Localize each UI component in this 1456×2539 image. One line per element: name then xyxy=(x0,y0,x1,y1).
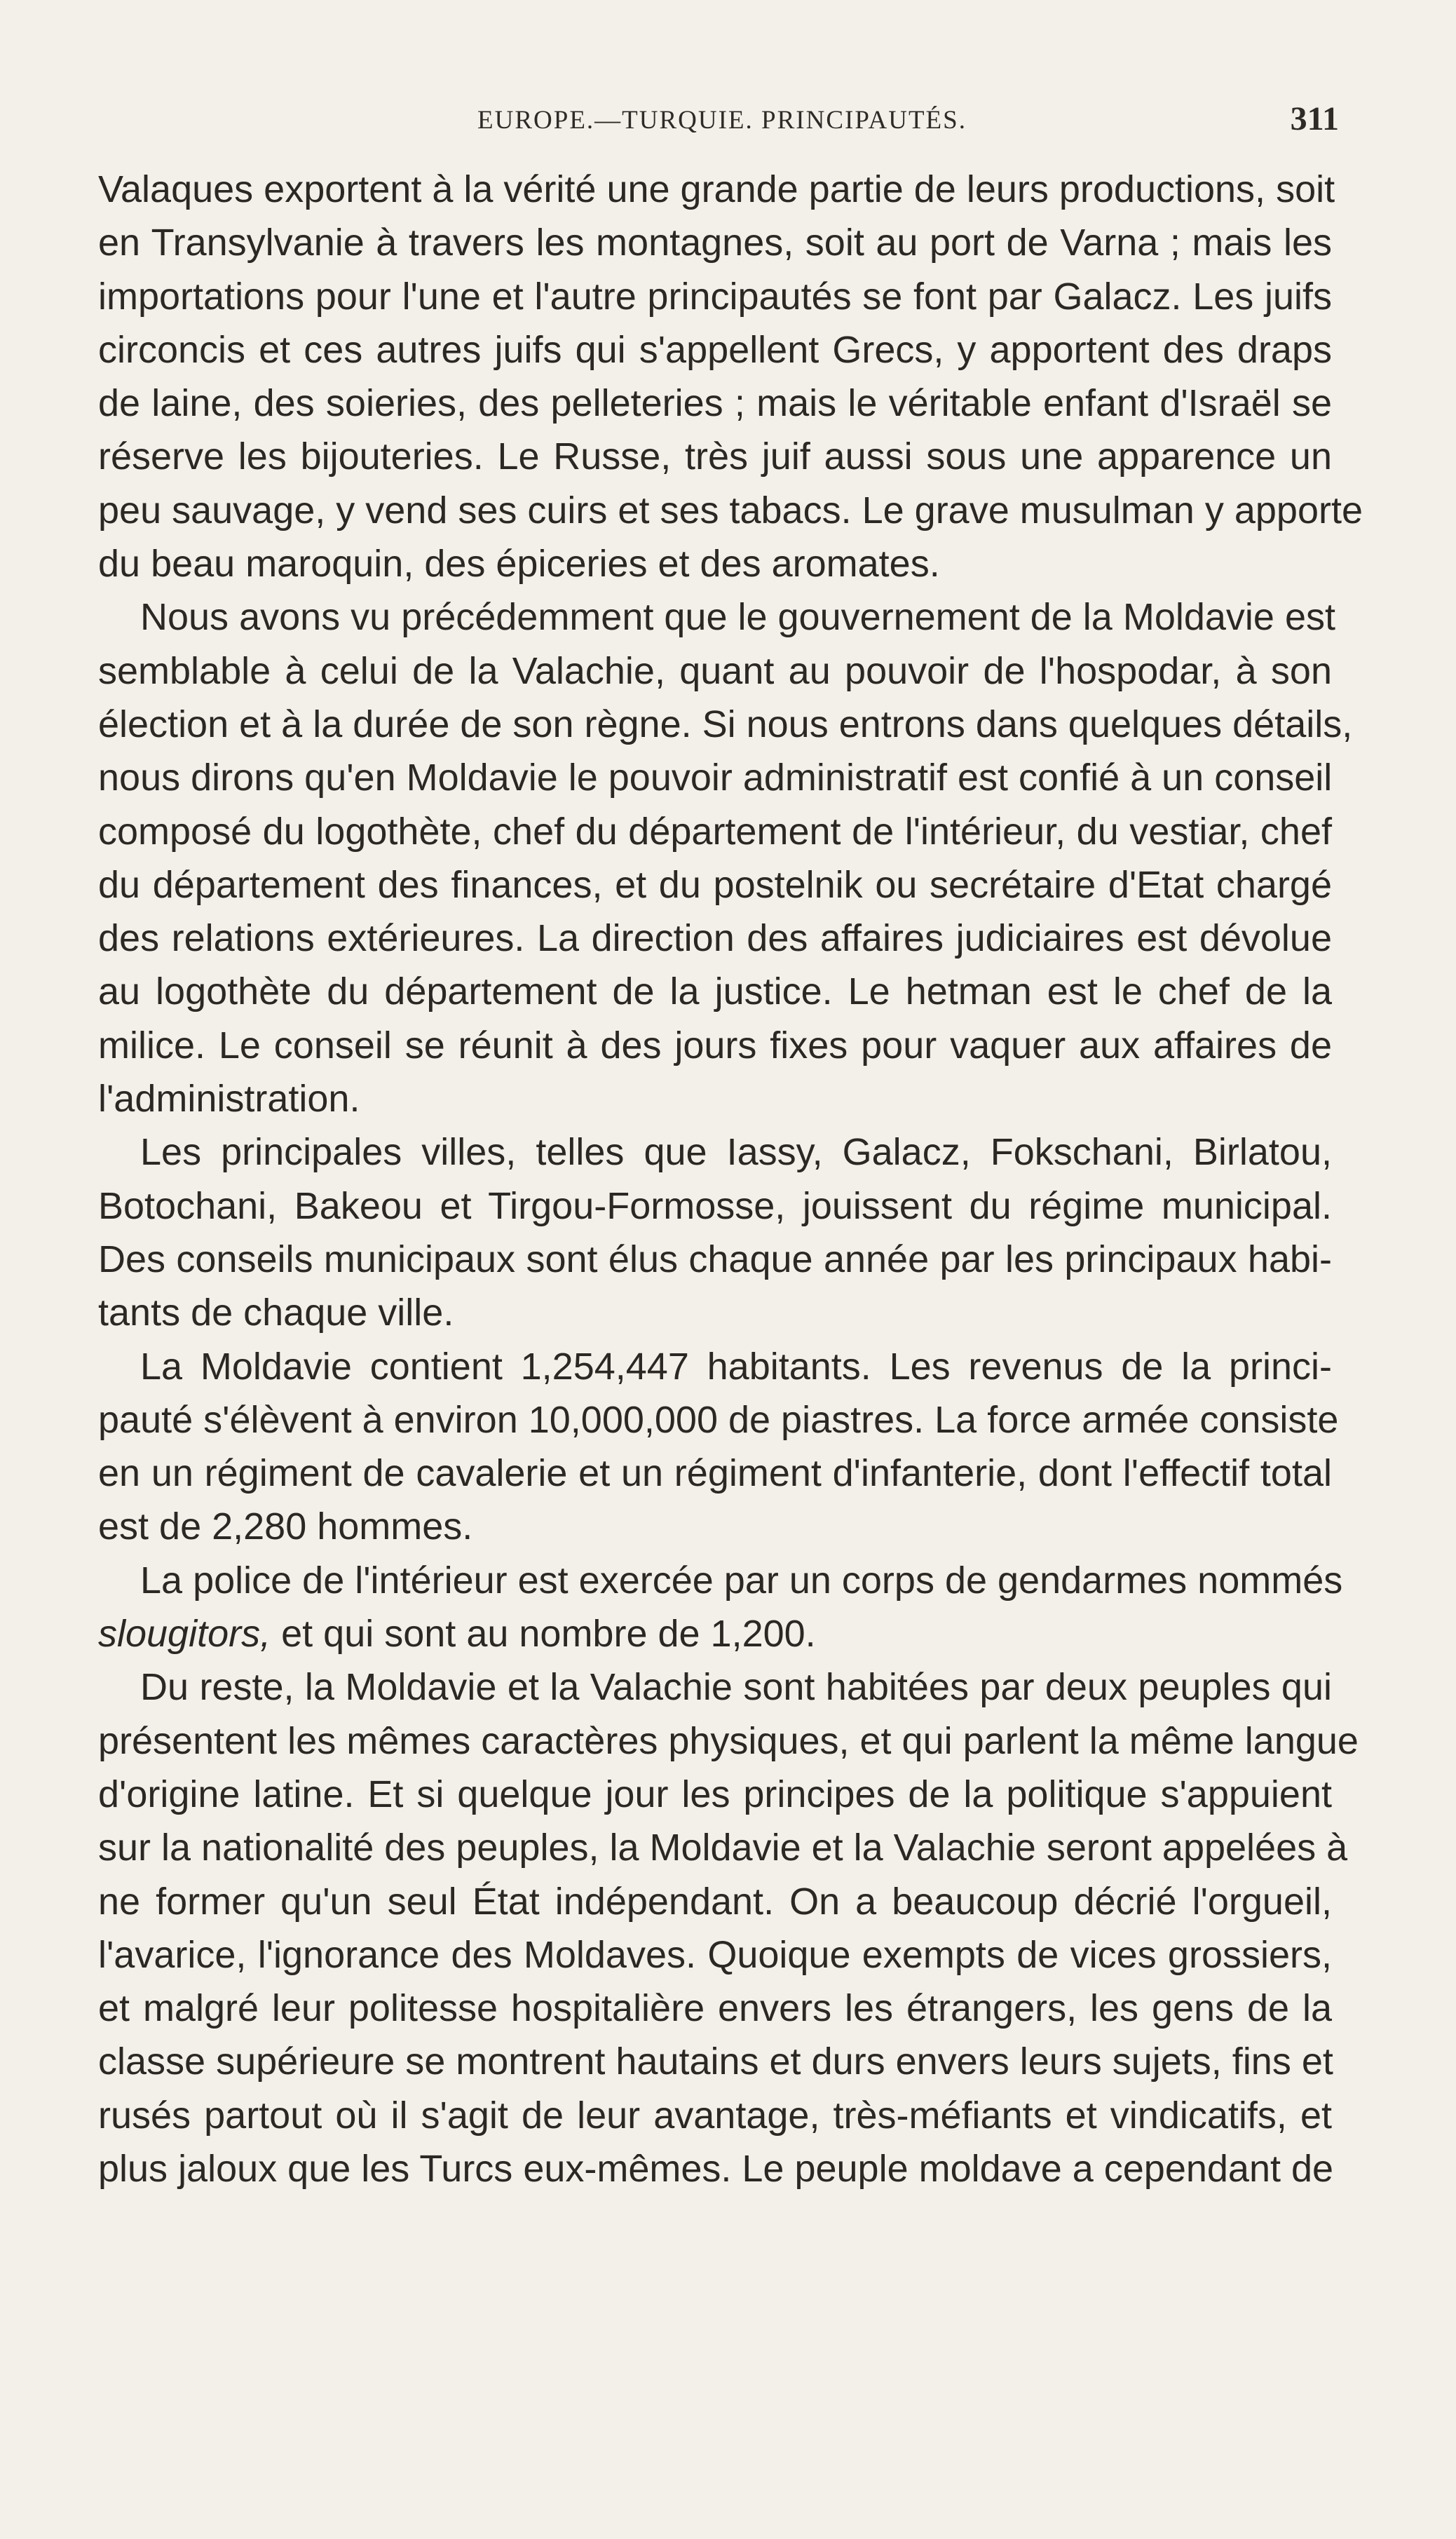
text-line: au logothète du département de la justice. Le hetman est le chef de la xyxy=(98,970,1332,1013)
text-line: d'origine latine. Et si quelque jour les principes de la politique s'appuient xyxy=(98,1773,1332,1815)
paragraph-start-line: Du reste, la Moldavie et la Valachie sont habitées par deux peuples qui xyxy=(140,1666,1332,1709)
text-line: du beau maroquin, des épiceries et des aromates. xyxy=(98,543,940,585)
page-number: 311 xyxy=(1290,100,1339,137)
body-text xyxy=(98,163,1363,2195)
paragraph-start-line: La Moldavie contient 1,254,447 habitants. Les revenus de la princi- xyxy=(140,1345,1332,1388)
paragraph-start-line: Nous avons vu précédemment que le gouvernement de la Moldavie est xyxy=(140,596,1335,639)
text-line: classe supérieure se montrent hautains et durs envers leurs sujets, fins et xyxy=(98,2040,1333,2083)
text-line: en Transylvanie à travers les montagnes, soit au port de Varna ; mais les xyxy=(98,222,1332,264)
text-line: du département des finances, et du postelnik ou secrétaire d'Etat chargé xyxy=(98,863,1332,906)
text-line: Botochani, Bakeou et Tirgou-Formosse, jouissent du régime municipal. xyxy=(98,1184,1332,1227)
paragraph-start-line: Les principales villes, telles que Iassy, Galacz, Fokschani, Birlatou, xyxy=(140,1131,1332,1174)
text-line: plus jaloux que les Turcs eux-mêmes. Le peuple moldave a cependant de xyxy=(98,2147,1334,2190)
text-line: circoncis et ces autres juifs qui s'appellent Grecs, y apportent des draps xyxy=(98,328,1332,371)
text-line: rusés partout où il s'agit de leur avantage, très-méfiants et vindicatifs, et xyxy=(98,2094,1332,2137)
text-line: milice. Le conseil se réunit à des jours fixes pour vaquer aux affaires de xyxy=(98,1024,1332,1067)
text-line: sur la nationalité des peuples, la Moldavie et la Valachie seront appelées à xyxy=(98,1827,1348,1869)
running-title: EUROPE.—TURQUIE. PRINCIPAUTÉS. xyxy=(477,106,967,135)
text-line: nous dirons qu'en Moldavie le pouvoir administratif est confié à un conseil xyxy=(98,757,1333,799)
text-line: peu sauvage, y vend ses cuirs et ses tabacs. Le grave musulman y apporte xyxy=(98,489,1363,532)
text-line: des relations extérieures. La direction des affaires judiciaires est dévolue xyxy=(98,917,1332,960)
text-line: et malgré leur politesse hospitalière envers les étrangers, les gens de la xyxy=(98,1987,1332,2030)
text-line: est de 2,280 hommes. xyxy=(98,1505,473,1548)
paragraph-start-line: La police de l'intérieur est exercée par un corps de gendarmes nommés xyxy=(140,1559,1343,1602)
text-line-rest: et qui sont au nombre de 1,200. xyxy=(281,1613,816,1656)
text-line: importations pour l'une et l'autre principautés se font par Galacz. Les juifs xyxy=(98,275,1332,318)
text-line: Des conseils municipaux sont élus chaque année par les principaux habi- xyxy=(98,1238,1332,1280)
text-line: en un régiment de cavalerie et un régiment d'infanterie, dont l'effectif total xyxy=(98,1452,1332,1495)
text-line: l'avarice, l'ignorance des Moldaves. Quoique exempts de vices grossiers, xyxy=(98,1933,1332,1976)
text-line: réserve les bijouteries. Le Russe, très juif aussi sous une apparence un xyxy=(98,435,1332,478)
text-line-with-italic xyxy=(98,1607,1332,1660)
text-line: Valaques exportent à la vérité une grande partie de leurs productions, soit xyxy=(98,168,1335,210)
italic-term: slougitors, xyxy=(98,1613,271,1656)
text-line: semblable à celui de la Valachie, quant au pouvoir de l'hospodar, à son xyxy=(98,649,1332,692)
text-line: élection et à la durée de son règne. Si nous entrons dans quelques détails, xyxy=(98,703,1353,745)
page-header xyxy=(105,100,1339,154)
text-line: l'administration. xyxy=(98,1078,360,1120)
text-line: pauté s'élèvent à environ 10,000,000 de piastres. La force armée consiste xyxy=(98,1398,1339,1441)
text-line: présentent les mêmes caractères physiques, et qui parlent la même langue xyxy=(98,1719,1359,1762)
text-line: de laine, des soieries, des pelleteries ; mais le véritable enfant d'Israël se xyxy=(98,382,1332,425)
text-line: tants de chaque ville. xyxy=(98,1292,454,1334)
text-line: composé du logothète, chef du département de l'intérieur, du vestiar, chef xyxy=(98,810,1332,853)
text-line: ne former qu'un seul État indépendant. On a beaucoup décrié l'orgueil, xyxy=(98,1880,1332,1923)
